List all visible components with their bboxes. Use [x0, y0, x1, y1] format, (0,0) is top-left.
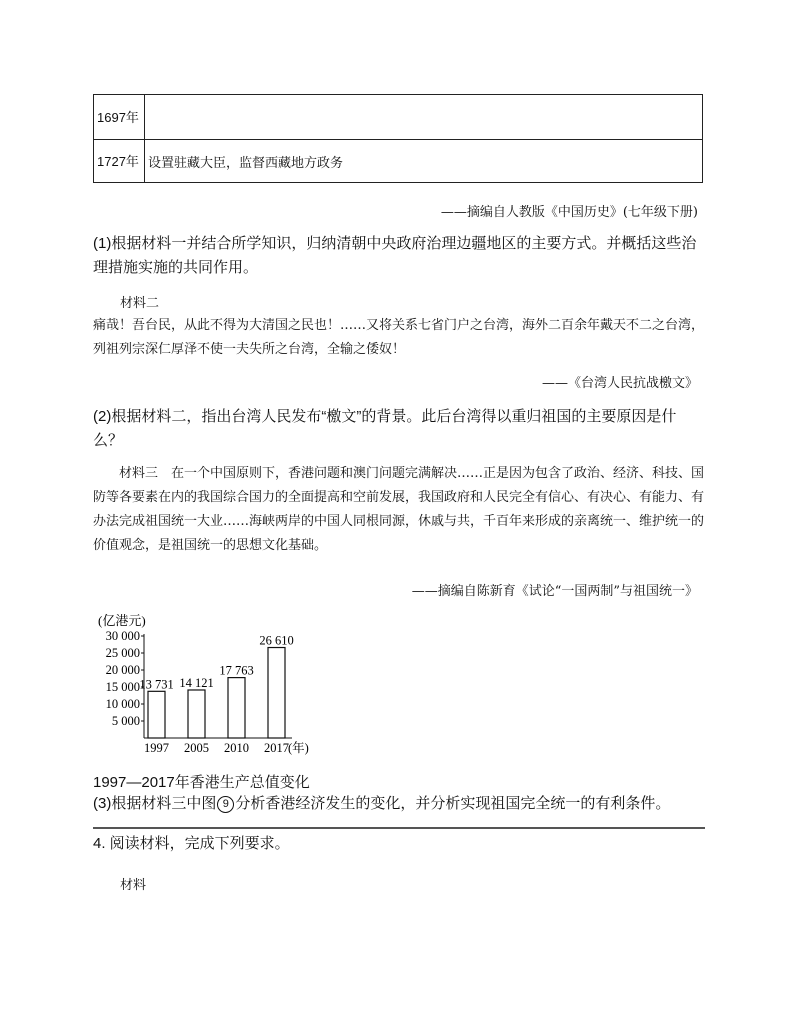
section-divider	[93, 827, 705, 829]
bar	[228, 678, 245, 738]
material3-paragraph	[93, 462, 705, 558]
y-tick-label: 25 000	[105, 646, 140, 660]
bar-value-label: 14 121	[179, 675, 214, 690]
question-3-prefix: (3)根据材料三中图	[93, 795, 217, 812]
y-tick-label: 10 000	[105, 697, 140, 711]
bar-value-label: 26 610	[259, 633, 294, 648]
material3-label: 材料三	[119, 466, 159, 481]
table-year-cell: 1727年	[94, 140, 145, 183]
chart-title: 1997—2017年香港生产总值变化	[93, 774, 310, 791]
bar-value-label: 17 763	[219, 663, 254, 678]
question-2: (2)根据材料二，指出台湾人民发布“檄文”的背景。此后台湾得以重归祖国的主要原因是什么？	[93, 408, 677, 449]
bar	[148, 691, 165, 738]
material1-source: ——摘编自人教版《中国历史》(七年级下册)	[440, 205, 698, 220]
question-3-suffix: 分析香港经济发生的变化，并分析实现祖国完全统一的有利条件。	[235, 795, 671, 812]
y-tick-label: 20 000	[105, 663, 140, 677]
x-tick-label: 1997	[144, 741, 169, 755]
chart-ylabel: (亿港元)	[98, 613, 146, 628]
table-event-cell: 设置驻藏大臣，监督西藏地方政务	[145, 140, 703, 183]
chart-xlabel: (年)	[288, 741, 309, 755]
x-tick-label: 2005	[184, 741, 209, 755]
bar-value-label: 13 731	[139, 677, 174, 692]
y-tick-label: 15 000	[105, 680, 140, 694]
question-1: (1)根据材料一并结合所学知识，归纳清朝中央政府治理边疆地区的主要方式。并概括这些治理措施实施的共同作用。	[93, 235, 697, 276]
question-4: 4. 阅读材料，完成下列要求。	[93, 835, 290, 852]
table-row	[94, 140, 703, 183]
material-next-label: 材料	[120, 878, 147, 893]
y-tick-label: 5 000	[111, 714, 140, 728]
figure-number-9-icon: 9	[217, 796, 234, 813]
table-year-cell: 1697年	[94, 95, 145, 140]
x-tick-label: 2010	[224, 741, 249, 755]
y-tick-label: 30 000	[105, 629, 140, 643]
material2-source: ——《台湾人民抗战檄文》	[541, 376, 698, 391]
material3-source: ——摘编自陈新育《试论“一国两制”与祖国统一》	[411, 584, 698, 599]
hk-gdp-chart	[88, 612, 328, 762]
material3-text: 在一个中国原则下，香港问题和澳门问题完满解决……正是因为包含了政治、经济、科技、国防等各要素在内的我国综合国力的全面提高和空前发展，我国政府和人民完全有信心、有决心、有能力、有办法完成祖国统一大业……海峡两岸的中国人同根同源，休戚与共，千百年来形成的亲离统一、维护统一的价值观念，是祖国统一的思想文化基础。	[93, 466, 705, 553]
material2-text: 痛哉！吾台民，从此不得为大清国之民也！……又将关系七省门户之台湾，海外二百余年戴天不二之台湾，列祖列宗深仁厚泽不使一夫失所之台湾，全输之倭奴！	[93, 318, 705, 357]
x-tick-label: 2017	[264, 741, 289, 755]
history-table	[93, 94, 703, 183]
bar	[188, 690, 205, 738]
table-row	[94, 95, 703, 140]
question-3	[93, 792, 705, 816]
table-event-cell	[145, 95, 703, 140]
material2-label: 材料二	[120, 296, 160, 311]
bar	[268, 648, 285, 738]
